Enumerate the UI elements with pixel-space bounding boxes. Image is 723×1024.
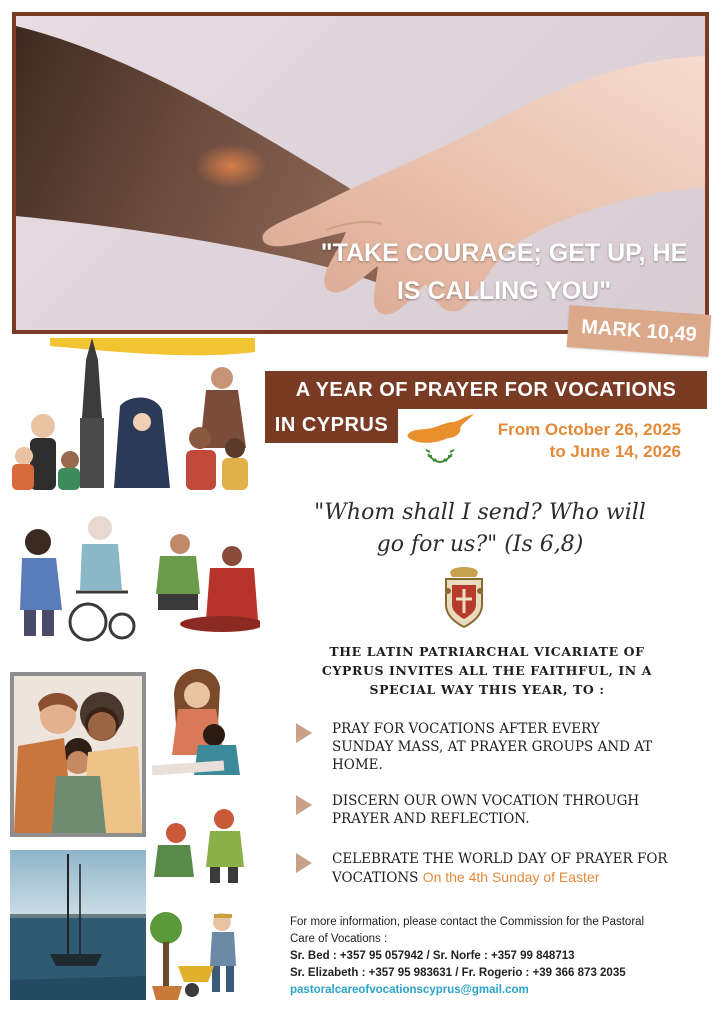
invitation-line3: SPECIAL WAY THIS YEAR, TO : [369,682,605,697]
contact-phones: Sr. Bed : +357 95 057942 / Sr. Norfe : +357 99 848713 [290,950,575,962]
title-bar-line1 [265,371,707,409]
title-bar-line2 [265,407,398,443]
caregiving-illustration [10,510,260,645]
item-accent-text: On the 4th Sunday of Easter [422,869,600,885]
hero-quote [304,234,704,310]
contact-email-link[interactable]: pastoralcareofvocationscyprus@gmail.com [290,984,529,996]
invitation-line2: CYPRUS INVITES ALL THE FAITHFUL, IN A [321,663,653,678]
consoling-illustration [150,805,250,885]
list-item [296,720,696,774]
reading-illustration [152,655,252,780]
bullet-triangle-icon [296,723,312,743]
item-text: SUNDAY MASS, AT PRAYER GROUPS AND AT [332,739,653,755]
list-item [296,792,696,828]
family-illustration [14,676,142,833]
sea-boat-photo [10,850,146,1000]
title-line2: IN CYPRUS [274,413,389,436]
item-text: PRAYER AND REFLECTION. [332,811,530,827]
coat-of-arms-icon [440,561,488,631]
invitation-line1: THE LATIN PATRIARCHAL VICARIATE OF [329,644,645,659]
item-text: DISCERN OUR OWN VOCATION THROUGH [332,793,640,809]
contact-phones: Sr. Elizabeth : +357 95 983631 / Fr. Rogerio : +39 366 873 2035 [290,967,626,979]
gardening-illustration [148,908,256,1003]
item-text: PRAY FOR VOCATIONS AFTER EVERY [332,721,600,737]
contact-intro: Care of Vocations : [290,933,388,945]
verse-line1: "Whom shall I send? Who will [314,500,646,525]
item-text: CELEBRATE THE WORLD DAY OF PRAYER FOR [332,851,668,867]
item-text: VOCATIONS [332,870,419,886]
community-illustration [10,338,255,490]
contact-intro: For more information, please contact the Commission for the Pastoral [290,916,645,928]
bible-verse [300,497,660,561]
family-photo-frame [10,672,146,837]
date-to: to June 14, 2026 [549,442,681,461]
hero-photo [12,12,709,334]
scripture-reference-badge: MARK 10,49 [567,305,712,357]
list-item [296,850,696,887]
invitation-text [306,642,668,699]
hero-quote-line2: IS CALLING YOU" [396,277,612,305]
hero-quote-line1: "TAKE COURAGE; GET UP, HE [320,239,688,267]
bullet-triangle-icon [296,853,312,873]
date-range [466,419,681,463]
bullet-triangle-icon [296,795,312,815]
date-from: From October 26, 2025 [497,420,681,439]
item-text: HOME. [332,757,383,773]
contact-section [290,914,710,999]
title-line1: A YEAR OF PRAYER FOR VOCATIONS [295,378,677,401]
verse-line2: go for us?" (Is 6,8) [376,532,584,557]
